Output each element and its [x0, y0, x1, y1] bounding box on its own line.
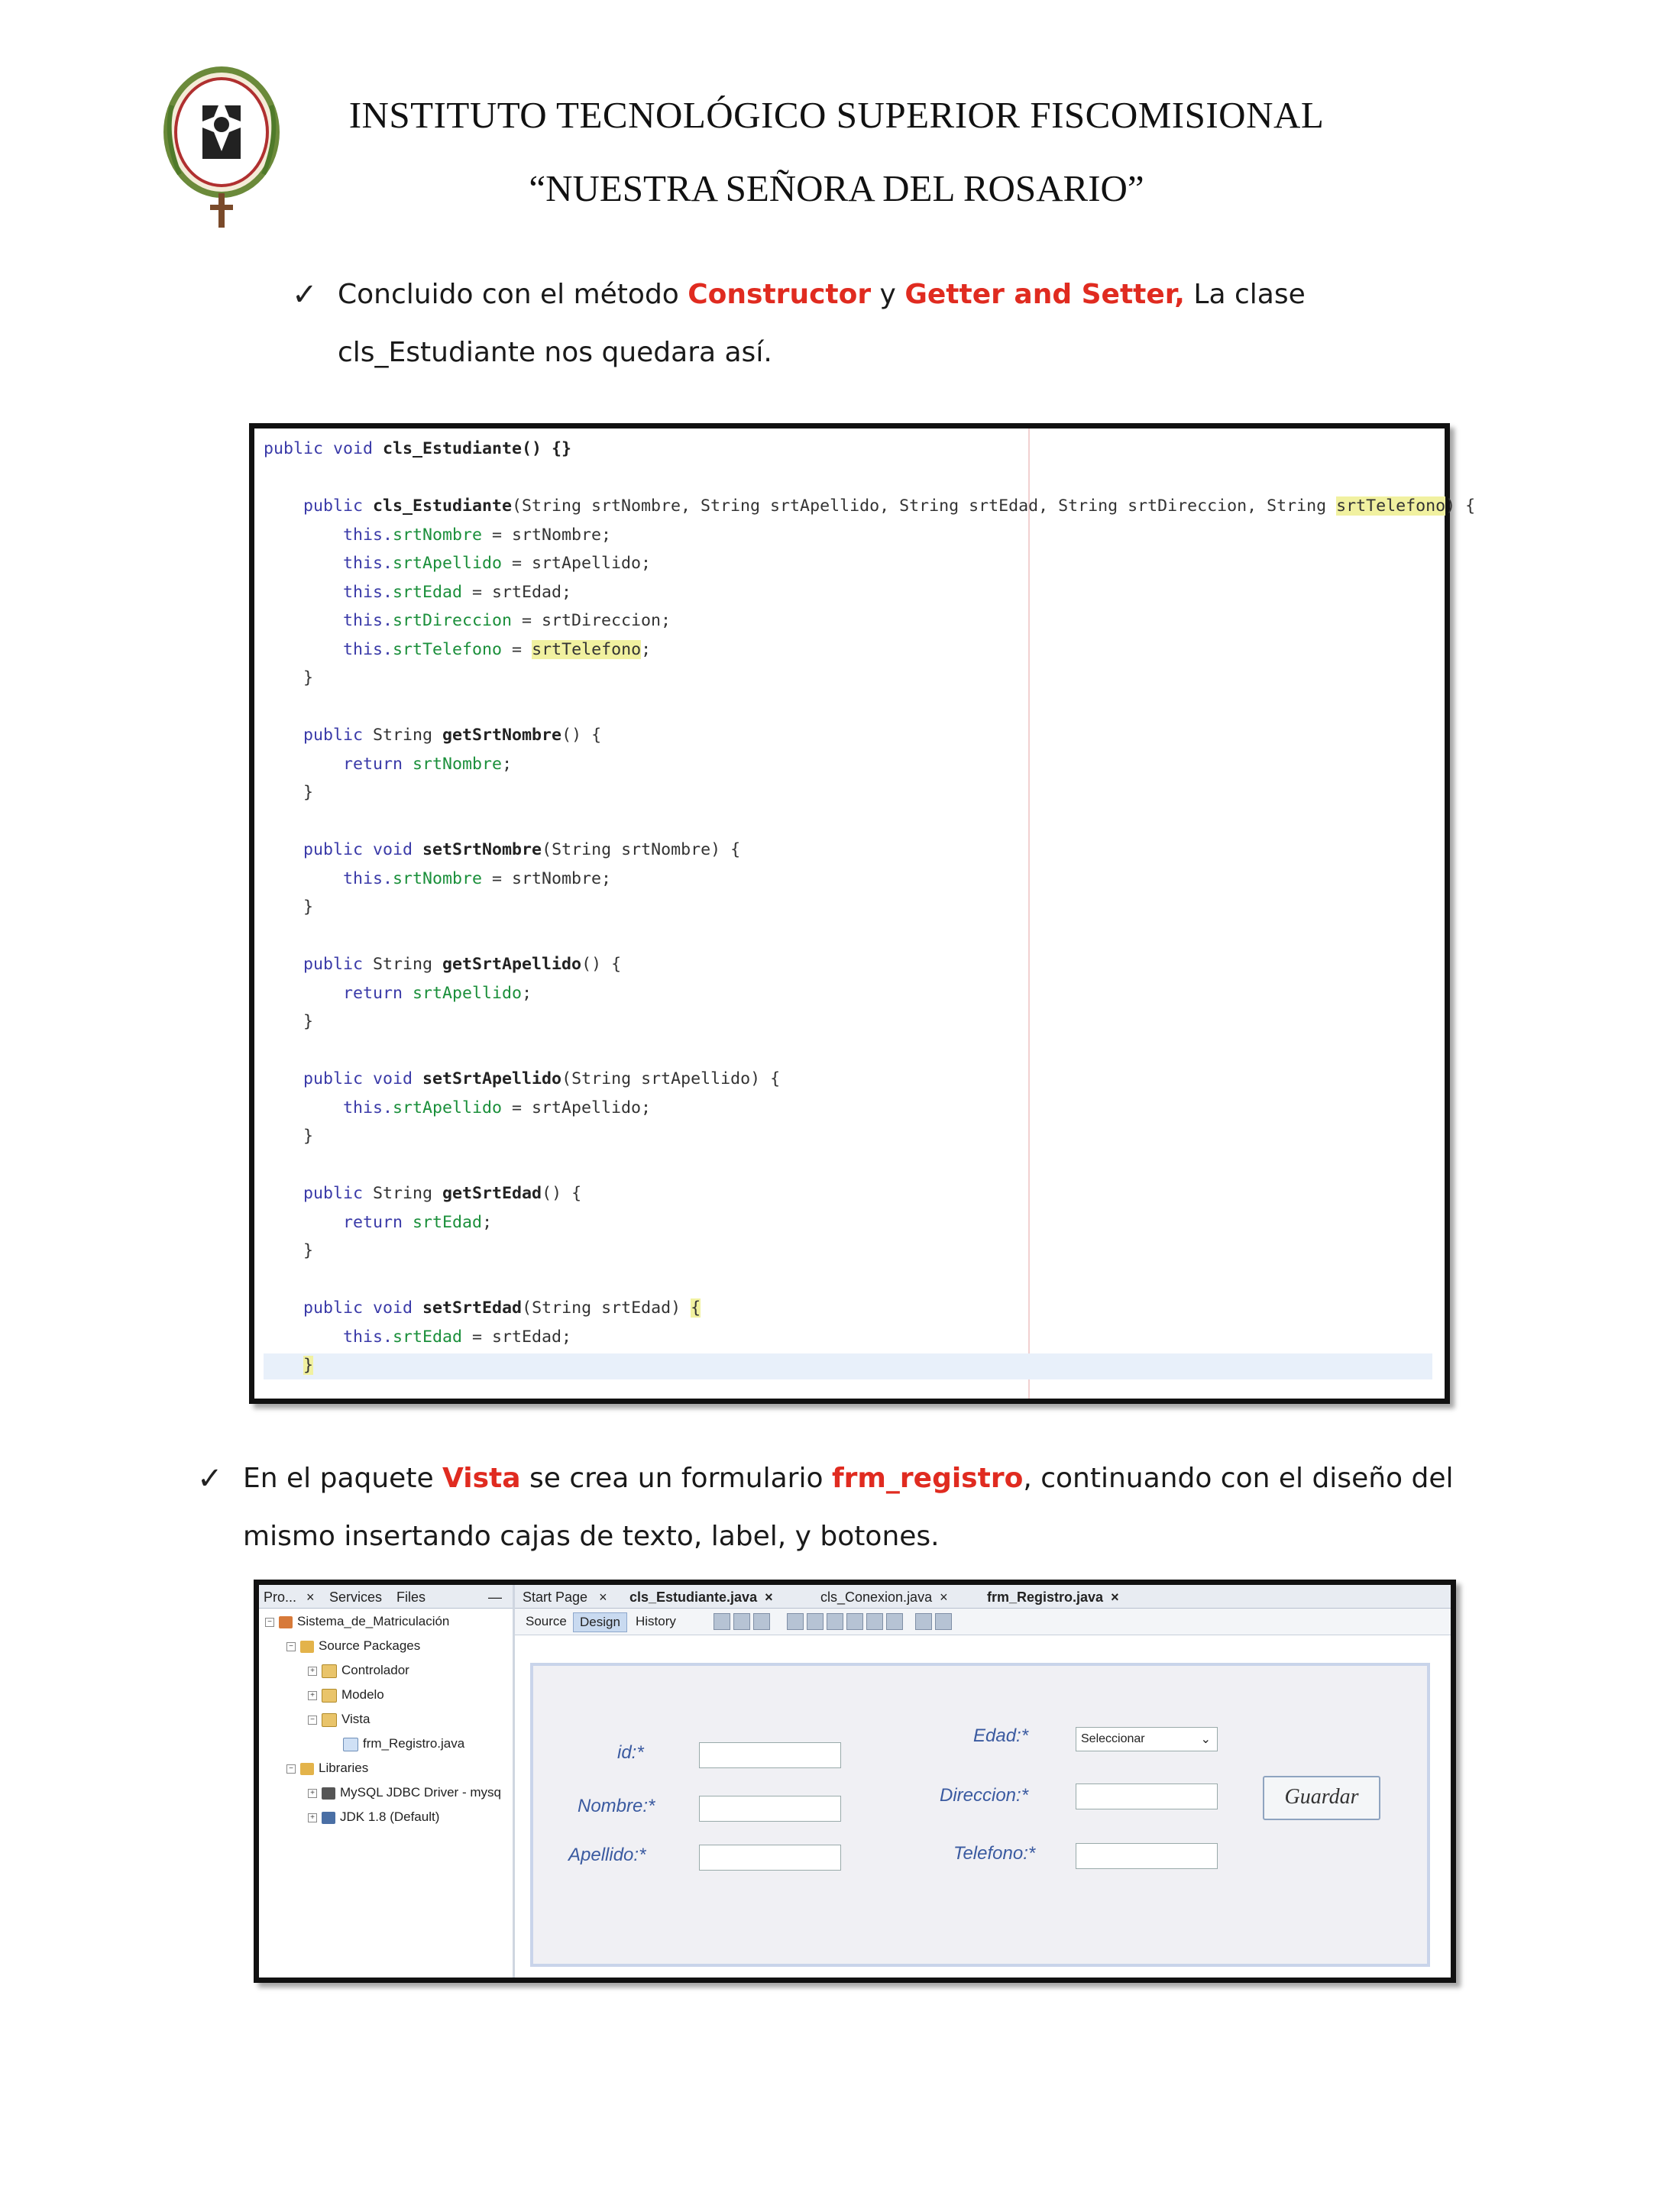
tree-node-jdk[interactable]: [308, 1809, 439, 1825]
code-field: srtNombre: [393, 868, 483, 888]
code-kw: this.: [343, 868, 393, 888]
code-field: srtEdad: [413, 1212, 483, 1232]
package-icon: [322, 1713, 337, 1727]
align-right-icon[interactable]: [807, 1613, 824, 1630]
code-text: = srtDireccion;: [512, 611, 671, 630]
tree-label: Libraries: [319, 1761, 369, 1775]
netbeans-screenshot: [254, 1580, 1456, 1983]
nombre-input[interactable]: [699, 1796, 841, 1822]
institute-subtitle: “NUESTRA SEÑORA DEL ROSARIO”: [529, 167, 1144, 209]
connection-mode-icon[interactable]: [733, 1613, 750, 1630]
code-kw: public void: [303, 840, 413, 859]
bullet1-text2: y: [871, 279, 905, 310]
code-text: = srtNombre;: [482, 525, 612, 545]
code-text: = srtApellido;: [502, 1098, 652, 1117]
library-folder-icon: [300, 1763, 314, 1775]
edad-select-value: Seleccionar: [1081, 1732, 1145, 1745]
code-text: ;: [482, 1212, 493, 1232]
tree-label: Controlador: [341, 1663, 409, 1677]
expand-icon[interactable]: +: [308, 1789, 317, 1798]
tab-services[interactable]: Services: [329, 1589, 383, 1605]
code-kw: return: [343, 1212, 403, 1232]
package-icon: [322, 1689, 337, 1703]
code-text: String: [363, 726, 443, 745]
bullet2-text1: En el paquete: [243, 1463, 443, 1494]
code-text: =: [502, 639, 532, 659]
resize-horizontal-icon[interactable]: [915, 1613, 932, 1630]
package-icon: [322, 1664, 337, 1678]
code-text: }: [303, 668, 314, 687]
tree-label: Source Packages: [319, 1638, 421, 1653]
direccion-input[interactable]: [1076, 1784, 1218, 1809]
editor-tabs: [515, 1585, 1451, 1609]
code-field: srtApellido: [413, 983, 523, 1003]
expand-icon[interactable]: +: [308, 1813, 317, 1822]
tree-node-vista[interactable]: [308, 1712, 371, 1727]
code-text: }: [303, 783, 314, 802]
code-method: getSrtEdad: [442, 1184, 542, 1203]
history-view-button[interactable]: History: [636, 1614, 676, 1628]
code-kw: this.: [343, 525, 393, 545]
code-kw: public void: [264, 439, 374, 458]
code-text: ;: [502, 754, 513, 774]
code-highlight: {: [691, 1298, 701, 1318]
bullet2-text2: se crea un formulario: [520, 1463, 832, 1494]
align-middle-icon[interactable]: [886, 1613, 903, 1630]
jar-icon: [322, 1787, 335, 1800]
code-highlight: srtTelefono: [1336, 496, 1446, 516]
tab-cls-conexion[interactable]: [820, 1589, 948, 1606]
code-text: String: [363, 1184, 443, 1203]
telefono-input[interactable]: [1076, 1843, 1218, 1869]
label-telefono: Telefono:*: [953, 1843, 1036, 1864]
code-text: () {: [581, 955, 622, 974]
code-text: = srtApellido;: [502, 554, 652, 573]
collapse-icon[interactable]: −: [286, 1642, 296, 1651]
code-kw: this.: [343, 582, 393, 602]
tree-label: Sistema_de_Matriculación: [297, 1614, 450, 1628]
folder-icon: [300, 1641, 314, 1653]
panel-tabs: [259, 1585, 513, 1609]
bullet1-getter-setter: Getter and Setter,: [904, 279, 1185, 310]
form-design-area: [530, 1663, 1430, 1967]
editor-view-bar: [515, 1609, 1451, 1635]
id-input[interactable]: [699, 1742, 841, 1768]
code-text: }: [303, 1241, 314, 1260]
code-kw: public: [303, 1184, 364, 1203]
close-icon[interactable]: ×: [765, 1589, 773, 1605]
edad-select[interactable]: [1076, 1727, 1218, 1751]
code-text: () {: [542, 1184, 582, 1203]
code-kw: public: [303, 726, 364, 745]
code-screenshot: [249, 423, 1476, 1404]
code-method: setSrtNombre: [422, 840, 542, 859]
institute-name: INSTITUTO TECNOLÓGICO SUPERIOR FISCOMISIONAL: [348, 94, 1325, 136]
tree-label: MySQL JDBC Driver - mysq: [340, 1785, 501, 1800]
tab-cls-estudiante[interactable]: [629, 1589, 773, 1606]
code-kw: this.: [343, 1098, 393, 1117]
code-text: cls_Estudiante: [363, 496, 513, 516]
code-method: getSrtApellido: [442, 955, 582, 974]
tree-label: Vista: [341, 1712, 371, 1726]
code-text: (String srtNombre) {: [542, 840, 741, 859]
label-apellido: Apellido:*: [568, 1845, 646, 1865]
bullet1-text3: La clase: [1184, 279, 1306, 310]
project-icon: [279, 1616, 293, 1628]
tab-label: cls_Estudiante.java: [629, 1589, 758, 1605]
label-nombre: Nombre:*: [578, 1796, 655, 1816]
code-text: }: [303, 1012, 314, 1031]
tree-label: Modelo: [341, 1687, 384, 1702]
label-edad: Edad:*: [973, 1725, 1029, 1746]
projects-panel: [259, 1585, 515, 1978]
code-text: ) {: [1445, 496, 1476, 516]
source-view-button[interactable]: Source: [526, 1614, 567, 1628]
code-field: srtNombre: [393, 525, 483, 545]
tree-node-frm-registro[interactable]: [343, 1736, 464, 1751]
close-icon[interactable]: ×: [1111, 1589, 1119, 1605]
bullet1-constructor: Constructor: [688, 279, 872, 310]
tab-start-page[interactable]: [523, 1589, 607, 1606]
code-text: ;: [522, 983, 532, 1003]
code-text: cls_Estudiante() {}: [373, 439, 572, 458]
tree-node-mysql-driver[interactable]: [308, 1785, 501, 1800]
bullet2-line1: [243, 1450, 1454, 1508]
tree-node-modelo[interactable]: [308, 1687, 384, 1703]
bullet2-text3: , continuando con el diseño del: [1023, 1463, 1454, 1494]
preview-design-icon[interactable]: [753, 1613, 770, 1630]
code-kw: return: [343, 983, 403, 1003]
checkmark-icon: ✓: [292, 277, 318, 312]
code-method: setSrtEdad: [422, 1298, 523, 1318]
bullet2-frm-registro: frm_registro: [831, 1463, 1024, 1494]
code-kw: this.: [343, 1327, 393, 1347]
code-field: srtApellido: [393, 554, 503, 573]
collapse-icon[interactable]: −: [265, 1618, 274, 1627]
tab-files[interactable]: Files: [396, 1589, 426, 1605]
selection-mode-icon[interactable]: [714, 1613, 730, 1630]
code-text: = srtEdad;: [462, 1327, 572, 1347]
code-kw: public: [303, 955, 364, 974]
close-icon[interactable]: ×: [940, 1589, 948, 1605]
code-kw: public void: [303, 1298, 413, 1318]
bullet2-vista: Vista: [442, 1463, 521, 1494]
resize-vertical-icon[interactable]: [935, 1613, 952, 1630]
tab-frm-registro[interactable]: [987, 1589, 1119, 1606]
code-text: ;: [641, 639, 652, 659]
code-field: srtTelefono: [393, 639, 503, 659]
code-kw: this.: [343, 554, 393, 573]
checkmark-icon: ✓: [197, 1461, 223, 1496]
align-left-icon[interactable]: [787, 1613, 804, 1630]
code-highlight: }: [303, 1356, 314, 1375]
code-kw: this.: [343, 611, 393, 630]
code-kw: this.: [343, 639, 393, 659]
code-field: srtEdad: [393, 582, 463, 602]
tab-label: cls_Conexion.java: [820, 1589, 933, 1605]
align-center-icon[interactable]: [827, 1613, 843, 1630]
expand-icon[interactable]: +: [308, 1667, 317, 1676]
tree-label: JDK 1.8 (Default): [340, 1809, 440, 1824]
code-text: = srtEdad;: [462, 582, 572, 602]
align-top-icon[interactable]: [846, 1613, 863, 1630]
code-text: (String srtApellido) {: [561, 1069, 781, 1088]
code-highlight: srtTelefono: [532, 639, 642, 659]
label-id: id:*: [617, 1742, 644, 1763]
code-field: srtNombre: [413, 754, 503, 774]
apellido-input[interactable]: [699, 1845, 841, 1871]
code-text: () {: [561, 726, 602, 745]
jdk-icon: [322, 1812, 335, 1824]
design-view-button[interactable]: Design: [573, 1612, 627, 1632]
bullet1-line2: cls_Estudiante nos quedara así.: [338, 337, 772, 368]
code-field: srtEdad: [393, 1327, 463, 1347]
code-text: = srtNombre;: [482, 868, 612, 888]
code-text: }: [303, 897, 314, 917]
tab-label: Start Page: [523, 1589, 588, 1605]
bullet1-line1: [338, 266, 1306, 324]
tab-label: frm_Registro.java: [987, 1589, 1104, 1605]
tree-node-controlador[interactable]: [308, 1663, 409, 1678]
code-text: }: [303, 1127, 314, 1146]
close-icon[interactable]: ×: [599, 1589, 607, 1605]
close-icon[interactable]: ×: [306, 1589, 315, 1605]
code-text: (String srtNombre, String srtApellido, String srtEdad, String srtDireccion, String: [512, 496, 1337, 516]
guardar-button[interactable]: Guardar: [1263, 1776, 1380, 1820]
code-kw: public: [303, 496, 364, 516]
label-direccion: Direccion:*: [940, 1785, 1029, 1806]
code-method: setSrtApellido: [422, 1069, 562, 1088]
align-bottom-icon[interactable]: [866, 1613, 883, 1630]
code-kw: public void: [303, 1069, 413, 1088]
tree-node-libraries[interactable]: [286, 1761, 368, 1776]
institute-seal-logo: [157, 60, 290, 239]
minimize-icon[interactable]: —: [488, 1589, 502, 1605]
collapse-icon[interactable]: −: [308, 1716, 317, 1725]
bullet1-text1: Concluido con el método: [338, 279, 688, 310]
code-text: (String srtEdad): [522, 1298, 691, 1318]
bullet2-line2: mismo insertando cajas de texto, label, y botones.: [243, 1521, 940, 1552]
code-method: getSrtNombre: [442, 726, 562, 745]
code-field: srtApellido: [393, 1098, 503, 1117]
chevron-down-icon: ⌄: [1200, 1733, 1211, 1746]
tree-label: frm_Registro.java: [363, 1736, 465, 1751]
expand-icon[interactable]: +: [308, 1691, 317, 1700]
code-text: String: [363, 955, 443, 974]
code-kw: return: [343, 754, 403, 774]
code-listing: [264, 435, 1475, 1380]
collapse-icon[interactable]: −: [286, 1764, 296, 1774]
tab-projects[interactable]: Pro...: [264, 1589, 297, 1605]
tree-node-source-packages[interactable]: [286, 1638, 420, 1654]
java-form-icon: [343, 1738, 358, 1751]
tree-node-project[interactable]: [265, 1614, 449, 1629]
code-field: srtDireccion: [393, 611, 513, 630]
